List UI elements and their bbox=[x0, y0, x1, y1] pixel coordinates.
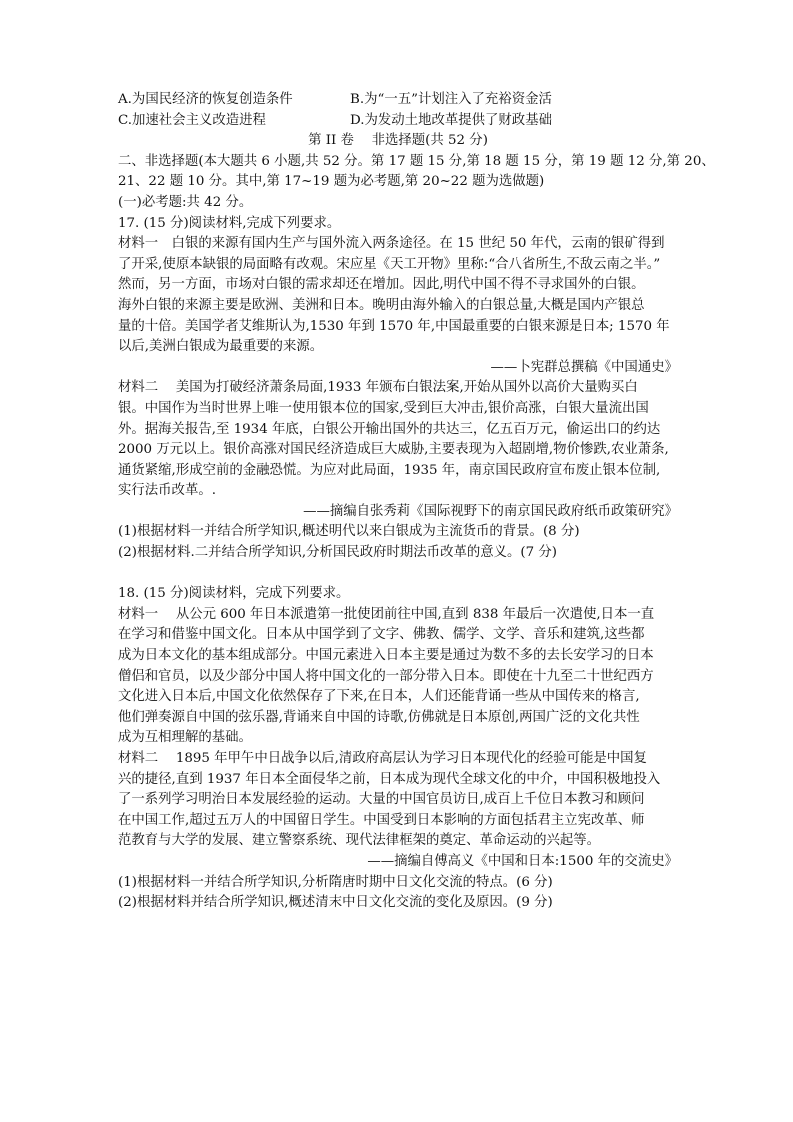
text-line: 外。据海关报告,至 1934 年底，白银公开输出国外的共达三，亿五百万元，偷运出口的约达 bbox=[118, 421, 661, 437]
q18-question-1: (1)根据材料一并结合所学知识,分析隋唐时期中日文化交流的特点。(6 分) bbox=[118, 874, 553, 890]
text-line: 兴的捷径,直到 1937 年日本全面侵华之前，日本成为现代全球文化的中介，中国积极地投入 bbox=[118, 771, 661, 787]
q18-question-2: (2)根据材料并结合所学知识,概述清末中日文化交流的变化及原因。(9 分) bbox=[118, 895, 553, 911]
text-line: 实行法币改革。. bbox=[118, 483, 216, 499]
part2-intro-line: 二、非选择题(本大题共 6 小题,共 52 分。第 17 题 15 分,第 18 题 15 分，第 19 题 12 分,第 20、 bbox=[118, 153, 715, 169]
text-line: 2000 万元以上。银价高涨对国民经济造成巨大威胁,主要表现为入超剧增,物价惨跌,农业萧条, bbox=[118, 442, 669, 458]
text-line: 量的十倍。美国学者艾维斯认为,1530 年到 1570 年,中国最重要的白银来源是日本; 1570 年 bbox=[118, 318, 670, 334]
q17-material-2 bbox=[118, 378, 678, 502]
text-line: 材料二 1895 年甲午中日战争以后,清政府高层认为学习日本现代化的经验可能是中国复 bbox=[118, 751, 647, 766]
text-line: 通货紧缩,形成空前的金融恐慌。为应对此局面，1935 年，南京国民政府宣布废止银本位制, bbox=[118, 462, 661, 478]
q18-material-1 bbox=[118, 605, 678, 749]
q17-material-2-source: ——摘编自张秀莉《国际视野下的南京国民政府纸币政策研究》 bbox=[303, 503, 678, 519]
text-line: 材料一 从公元 600 年日本派遣第一批使团前往中国,直到 838 年最后一次遣使,日本一直 bbox=[118, 606, 655, 622]
option-a: A.为国民经济的恢复创造条件 bbox=[118, 92, 293, 107]
text-line: 成为日本文化的基本组成部分。中国元素进入日本主要是通过为数不多的去长安学习的日本 bbox=[118, 648, 654, 664]
text-line: 僧侣和官员，以及少部分中国人将中国文化的一部分带入日本。即使在十九至二十世纪西方 bbox=[118, 668, 654, 684]
section-title: 第 II 卷 非选择题(共 52 分) bbox=[308, 133, 488, 149]
option-d: D.为发动土地改革提供了财政基础 bbox=[350, 112, 552, 128]
q18-header: 18. (15 分)阅读材料，完成下列要求。 bbox=[118, 586, 350, 602]
text-line: 海外白银的来源主要是欧洲、美洲和日本。晚明由海外输入的白银总量,大概是国内产银总 bbox=[118, 297, 645, 313]
spacer bbox=[118, 564, 678, 585]
q17-material-1-source: ——卜宪群总撰稿《中国通史》 bbox=[490, 359, 678, 375]
options-row-1 bbox=[118, 90, 678, 111]
exam-page bbox=[118, 90, 715, 914]
text-line: 成为互相理解的基础。 bbox=[118, 730, 252, 746]
text-line: 然而，另一方面，市场对白银的需求却还在增加。因此,明代中国不得不寻求国外的白银。 bbox=[118, 277, 645, 293]
text-line: 文化进入日本后,中国文化依然保存了下来,在日本，人们还能背诵一些从中国传来的格言, bbox=[118, 689, 640, 705]
q18-material-2-source: ——摘编自傅高义《中国和日本:1500 年的交流史》 bbox=[367, 853, 678, 869]
text-line: 他们弹奏源自中国的弦乐器,背诵来自中国的诗歌,仿佛就是日本原创,两国广泛的文化共性 bbox=[118, 709, 640, 725]
text-line: 了开采,使原本缺银的局面略有改观。宋应星《天工开物》里称:“合八省所生,不敌云南之半。” bbox=[118, 256, 661, 272]
q18-material-2 bbox=[118, 749, 678, 852]
q17-material-1 bbox=[118, 234, 678, 358]
text-line: 材料二 美国为打破经济萧条局面,1933 年颁布白银法案,开始从国外以高价大量购买白 bbox=[118, 380, 638, 396]
q17-header: 17. (15 分)阅读材料,完成下列要求。 bbox=[118, 215, 341, 231]
text-line: 在学习和借鉴中国文化。日本从中国学到了文字、佛教、儒学、文学、音乐和建筑,这些都 bbox=[118, 627, 645, 643]
text-line: 以后,美洲白银成为最重要的来源。 bbox=[118, 339, 324, 355]
option-b: B.为“一五”计划注入了充裕资金活 bbox=[350, 92, 552, 107]
text-line: 银。中国作为当时世界上唯一使用银本位的国家,受到巨大冲击,银价高涨，白银大量流出国 bbox=[118, 400, 649, 416]
option-c: C.加速社会主义改造进程 bbox=[118, 112, 266, 128]
text-line: 了一系列学习明治日本发展经验的运动。大量的中国官员访日,成百上千位日本教习和顾问 bbox=[118, 792, 645, 808]
text-line: 范教育与大学的发展、建立警察系统、现代法律框架的奠定、革命运动的兴起等。 bbox=[118, 833, 601, 849]
options-row-2 bbox=[118, 111, 678, 132]
part2-intro-line: 21、22 题 10 分。其中,第 17~19 题为必考题,第 20~22 题为选做题) bbox=[118, 174, 545, 190]
q17-question-2: (2)根据材料.二并结合所学知识,分析国民政府时期法币改革的意义。(7 分) bbox=[118, 545, 558, 561]
q17-question-1: (1)根据材料一并结合所学知识,概述明代以来白银成为主流货币的背景。(8 分) bbox=[118, 524, 580, 540]
text-line: 材料一 白银的来源有国内生产与国外流入两条途径。在 15 世纪 50 年代，云南的银矿得到 bbox=[118, 236, 665, 252]
required-header: (一)必考题:共 42 分。 bbox=[118, 194, 253, 210]
text-line: 在中国工作,超过五万人的中国留日学生。中国受到日本影响的方面包括君主立宪改革、师 bbox=[118, 812, 645, 828]
